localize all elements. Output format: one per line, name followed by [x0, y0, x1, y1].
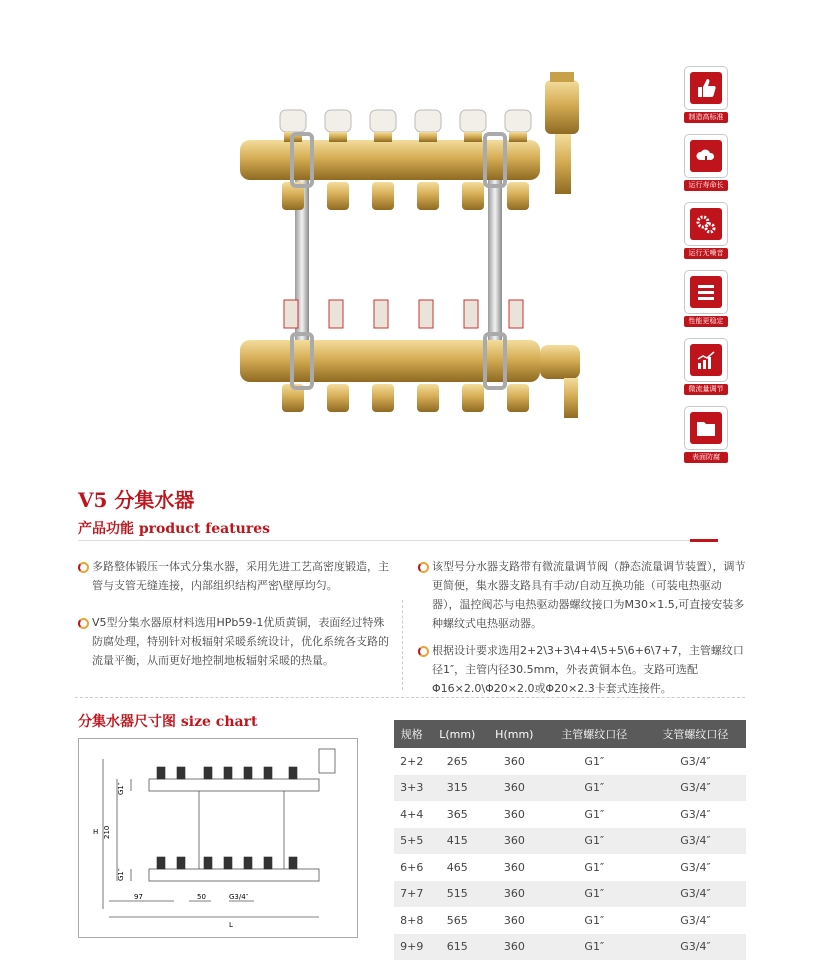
badge-silent: 运行无噪音	[684, 202, 728, 259]
growth-chart-icon	[690, 344, 722, 376]
col-header: 规格	[394, 720, 430, 748]
column-divider	[402, 600, 404, 690]
table-row: 4+4 365 360 G1″ G3/4″	[400, 807, 711, 821]
size-spec-table	[394, 720, 746, 960]
table-row: 2+2 265 360 G1″ G3/4″	[400, 754, 711, 768]
gears-icon	[690, 208, 722, 240]
dimension-drawing	[78, 738, 358, 938]
feature-item: V5型分集水器原材料选用HPb59-1优质黄铜，表面经过特殊防腐处理，特别针对板辐射采暖系统设计，优化系统各支路的流量平衡，从而更好地控制地板辐射采暖的热量。	[92, 613, 392, 670]
dim-97: 97	[134, 893, 143, 901]
dim-L: L	[229, 921, 233, 929]
manifold-photo	[200, 60, 630, 460]
col-header: H(mm)	[485, 720, 544, 748]
col-header: 主管螺纹口径	[544, 720, 645, 748]
badge-anticorrosion: 表面防腐	[684, 406, 728, 463]
stack-icon	[690, 276, 722, 308]
thumbs-up-icon	[690, 72, 722, 104]
badge-standard: 制造高标准	[684, 66, 728, 123]
dim-50: 50	[197, 893, 206, 901]
section-divider-dashed	[75, 697, 745, 698]
feature-item: 该型号分水器支路带有微流量调节阀（静态流量调节装置），调节更简便，集水器支路具有手动/自动互换功能（可装电热驱动器），温控阀芯与电热驱动器螺纹接口为M30×1.5,可直接安装多种螺纹式电热驱动器。	[432, 557, 748, 633]
section-divider	[78, 540, 718, 541]
bullet-icon	[78, 562, 89, 573]
folder-icon	[690, 412, 722, 444]
dim-g1-bottom: G1″	[117, 868, 125, 881]
table-row: 7+7 515 360 G1″ G3/4″	[394, 881, 746, 908]
bullet-icon	[78, 618, 89, 629]
table-row: 3+3 315 360 G1″ G3/4″	[394, 775, 746, 802]
cloud-icon	[690, 140, 722, 172]
dim-210: 210	[103, 825, 111, 839]
bullet-icon	[418, 562, 429, 573]
table-row: 5+5 415 360 G1″ G3/4″	[394, 828, 746, 855]
dim-g1-top: G1″	[117, 782, 125, 795]
badge-micro-flow: 微流量调节	[684, 338, 728, 395]
dim-H: H	[93, 828, 99, 836]
badge-long-life: 运行寿命长	[684, 134, 728, 191]
table-row: 8+8 565 360 G1″ G3/4″	[400, 913, 711, 927]
table-header-row	[394, 720, 746, 748]
col-header: L(mm)	[430, 720, 485, 748]
table-row: 6+6 465 360 G1″ G3/4″	[400, 860, 711, 874]
divider-accent	[690, 539, 718, 542]
section-heading-size-chart: 分集水器尺寸图 size chart	[78, 714, 258, 730]
badge-stable: 性能更稳定	[684, 270, 728, 327]
bullet-icon	[418, 646, 429, 657]
col-header: 支管螺纹口径	[645, 720, 746, 748]
table-row: 9+9 615 360 G1″ G3/4″	[394, 934, 746, 961]
section-heading-features: 产品功能 product features	[78, 521, 271, 537]
product-title: V5 分集水器	[78, 488, 195, 512]
feature-item: 根据设计要求选用2+2\3+3\4+4\5+5\6+6\7+7，主管螺纹口径1″，主管内径30.5mm，外表黄铜本色。支路可选配Φ16×2.0\Φ20×2.0或Φ20×2.3卡套式连接件。	[432, 641, 748, 698]
feature-item: 多路整体锻压一体式分集水器，采用先进工艺高密度锻造，主管与支管无缝连接，内部组织结构严密\壁厚均匀。	[92, 557, 392, 595]
feature-badges	[684, 66, 730, 474]
dim-g34: G3/4″	[229, 893, 249, 901]
